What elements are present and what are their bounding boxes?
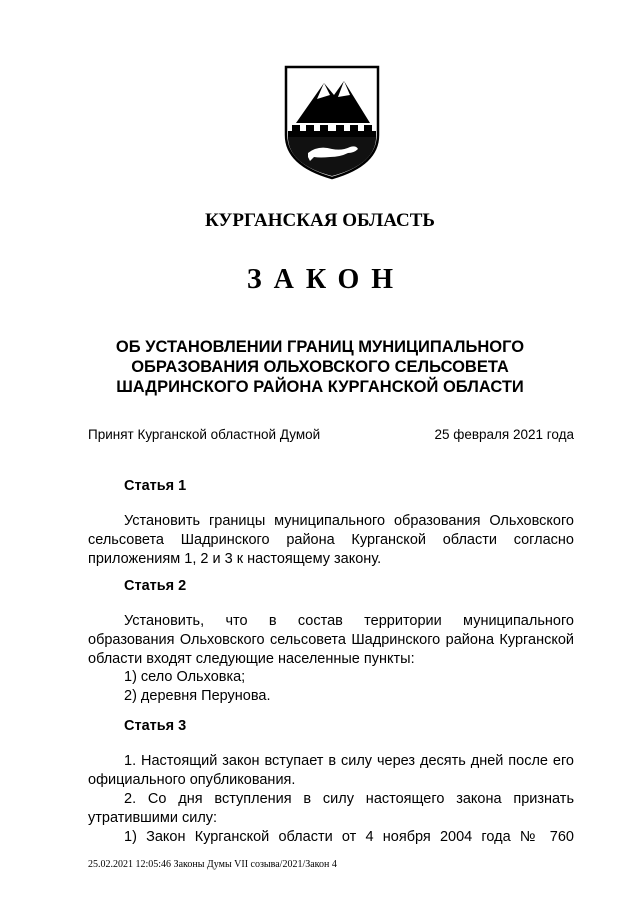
- article-3-paragraph-2: 2. Со дня вступления в силу настоящего закона признать утратившими силу:: [88, 791, 574, 826]
- article-2-heading: Статья 2: [124, 578, 187, 594]
- title-line: ОБ УСТАНОВЛЕНИИ ГРАНИЦ МУНИЦИПАЛЬНОГО: [115, 338, 525, 356]
- coat-of-arms-icon: [284, 65, 380, 180]
- adopted-date: 25 февраля 2021 года: [434, 427, 574, 442]
- settlement-item: 1) село Ольховка;: [124, 669, 246, 685]
- adopted-by: Принят Курганской областной Думой: [88, 427, 321, 442]
- title-line: ШАДРИНСКОГО РАЙОНА КУРГАНСКОЙ ОБЛАСТИ: [116, 378, 524, 396]
- article-3-paragraph-1: 1. Настоящий закон вступает в силу через десять дней после его официального опубликования.: [88, 753, 574, 788]
- region-name: КУРГАНСКАЯ ОБЛАСТЬ: [205, 210, 435, 231]
- title-line: ОБРАЗОВАНИЯ ОЛЬХОВСКОГО СЕЛЬСОВЕТА: [131, 358, 509, 376]
- settlement-item: 2) деревня Перунова.: [124, 688, 271, 704]
- document-type: ЗАКОН: [246, 264, 406, 295]
- article-2-text: Установить, что в состав территории муниципального образования Ольховского сельсовета Шадринского района Курганской области входят следующие населенные пункты:: [88, 613, 574, 667]
- law-title: [60, 337, 580, 397]
- article-1-text: Установить границы муниципального образования Ольховского сельсовета Шадринского района Курганской области согласно приложениям 1, 2 и 3 к настоящему закону.: [88, 513, 574, 567]
- article-3-heading: Статья 3: [124, 718, 187, 734]
- document-footer: 25.02.2021 12:05:46 Законы Думы VII созыва/2021/Закон 4: [88, 859, 337, 870]
- article-1-heading: Статья 1: [124, 478, 187, 494]
- article-3-paragraph-3: 1) Закон Курганской области от 4 ноября 2004 года № 760: [124, 829, 574, 845]
